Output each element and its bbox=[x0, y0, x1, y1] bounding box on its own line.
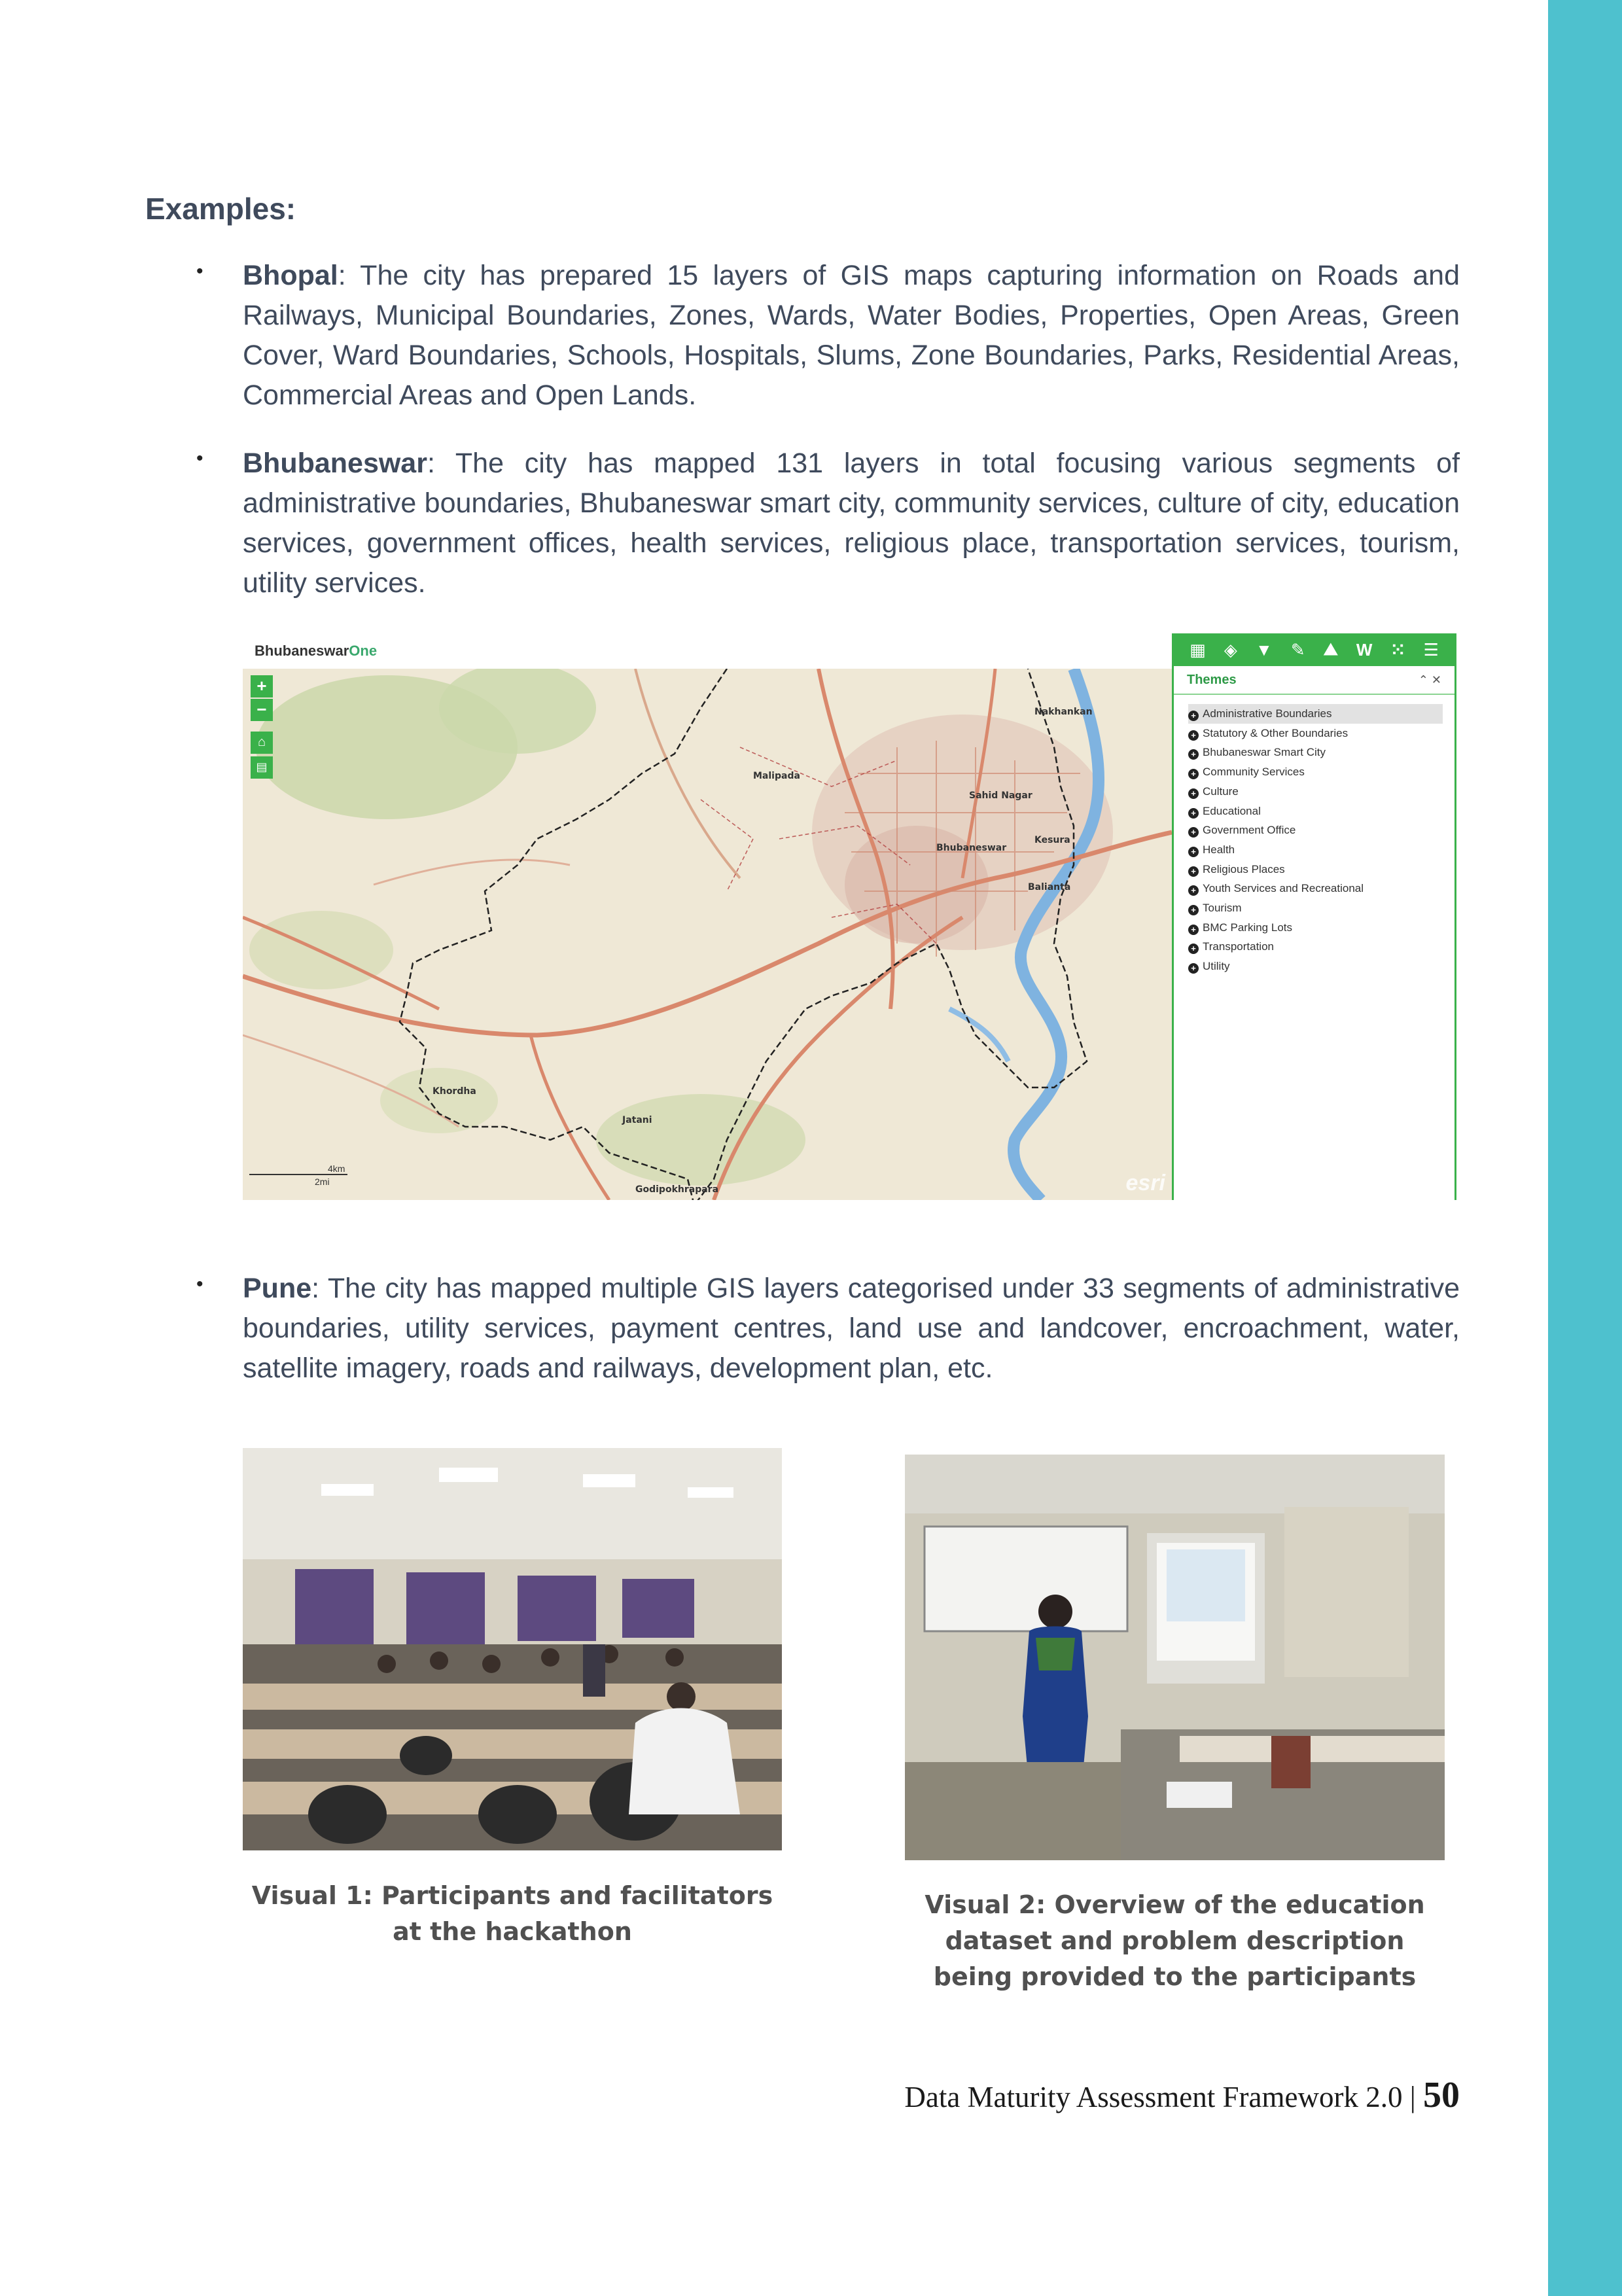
zoom-in-button[interactable]: + bbox=[251, 675, 273, 698]
filter-icon[interactable]: ▼ bbox=[1256, 639, 1273, 660]
svg-text:Balianta: Balianta bbox=[1028, 882, 1071, 892]
add-circle-icon: + bbox=[1188, 711, 1199, 721]
theme-item[interactable]: + Tourism bbox=[1188, 898, 1443, 918]
bullet-pune bbox=[243, 1269, 1460, 1388]
map-header bbox=[243, 633, 1172, 669]
theme-item[interactable]: + Religious Places bbox=[1188, 860, 1443, 879]
add-circle-icon: + bbox=[1188, 827, 1199, 838]
add-circle-icon: + bbox=[1188, 847, 1199, 857]
svg-text:Khordha: Khordha bbox=[432, 1086, 476, 1097]
bullet-glyph: • bbox=[196, 260, 203, 282]
layers-icon[interactable]: ◈ bbox=[1224, 639, 1237, 660]
add-circle-icon: + bbox=[1188, 905, 1199, 915]
add-circle-icon: + bbox=[1188, 769, 1199, 779]
theme-item[interactable]: + Health bbox=[1188, 840, 1443, 860]
map-canvas[interactable] bbox=[243, 669, 1172, 1200]
city-name: Bhubaneswar bbox=[243, 448, 427, 479]
bullet-text: : The city has mapped 131 layers in total focusing various segments of administrative boundaries, Bhubaneswar smart city, community services, culture of city, education services, government offices, health services, religious place, transportation services, tourism, utility services. bbox=[243, 448, 1460, 599]
svg-text:Malipada: Malipada bbox=[753, 771, 800, 781]
panel-controls[interactable]: ⌃ ✕ bbox=[1418, 673, 1441, 686]
esri-logo: esri bbox=[1125, 1171, 1165, 1195]
city-name: Pune bbox=[243, 1273, 312, 1304]
add-circle-icon: + bbox=[1188, 866, 1199, 877]
measure-icon[interactable]: ⛰ bbox=[1323, 639, 1338, 659]
add-circle-icon: + bbox=[1188, 885, 1199, 896]
bullet-glyph: • bbox=[196, 448, 203, 469]
add-circle-icon: + bbox=[1188, 925, 1199, 935]
theme-item[interactable]: + Community Services bbox=[1188, 762, 1443, 782]
footer-title: Data Maturity Assessment Framework 2.0 | bbox=[904, 2081, 1423, 2113]
apps-icon[interactable]: ⁙ bbox=[1390, 639, 1405, 660]
svg-text:Nakhankan: Nakhankan bbox=[1034, 707, 1093, 717]
zoom-out-button[interactable]: − bbox=[251, 699, 273, 721]
theme-item[interactable]: + BMC Parking Lots bbox=[1188, 918, 1443, 938]
map-basemap bbox=[243, 669, 1172, 1200]
theme-item[interactable]: + Utility bbox=[1188, 957, 1443, 976]
add-circle-icon: + bbox=[1188, 788, 1199, 799]
city-name: Bhopal bbox=[243, 260, 338, 291]
theme-item[interactable]: + Youth Services and Recreational bbox=[1188, 879, 1443, 898]
map-label: Bhubaneswar bbox=[936, 843, 1007, 853]
panel-title: Themes bbox=[1187, 672, 1237, 687]
section-heading: Examples: bbox=[145, 192, 296, 226]
theme-item[interactable]: + Statutory & Other Boundaries bbox=[1188, 724, 1443, 743]
bullet-bhopal bbox=[243, 256, 1460, 415]
svg-text:Jatani: Jatani bbox=[622, 1115, 652, 1125]
theme-item[interactable]: + Bhubaneswar Smart City bbox=[1188, 743, 1443, 762]
page-footer bbox=[859, 2074, 1460, 2116]
add-circle-icon: + bbox=[1188, 944, 1199, 954]
svg-text:Sahid Nagar: Sahid Nagar bbox=[969, 790, 1032, 801]
bullet-bhubaneswar bbox=[243, 444, 1460, 603]
page-number: 50 bbox=[1423, 2075, 1460, 2115]
svg-text:Kesura: Kesura bbox=[1034, 835, 1070, 845]
visual-2-caption: Visual 2: Overview of the education dataset and problem description being provided to the participants bbox=[925, 1890, 1425, 1991]
theme-item[interactable]: + Government Office bbox=[1188, 821, 1443, 840]
theme-item[interactable]: + Administrative Boundaries bbox=[1188, 704, 1443, 724]
bhubaneswar-one-logo: BhubaneswarOne bbox=[255, 643, 378, 659]
add-circle-icon: + bbox=[1188, 749, 1199, 760]
add-circle-icon: + bbox=[1188, 963, 1199, 974]
wms-icon[interactable]: W bbox=[1356, 639, 1373, 660]
theme-item[interactable]: + Educational bbox=[1188, 802, 1443, 821]
panel-toolbar bbox=[1174, 633, 1455, 666]
map-scale-bar: 4km 2mi bbox=[249, 1163, 347, 1187]
theme-item[interactable]: + Transportation bbox=[1188, 937, 1443, 957]
menu-icon[interactable]: ☰ bbox=[1423, 639, 1439, 660]
accent-side-bar bbox=[1548, 0, 1622, 2296]
bhubaneswar-gis-map bbox=[243, 633, 1456, 1200]
svg-text:Godipokhrapara: Godipokhrapara bbox=[635, 1184, 719, 1195]
theme-item[interactable]: + Culture bbox=[1188, 782, 1443, 802]
bullet-text: : The city has prepared 15 layers of GIS maps capturing information on Roads and Railways, Municipal Boundaries, Zones, Wards, Water Bodies, Properties, Open Areas, Green Cover, Ward Boundaries, Schools, Hospitals, Slums, Zone Boundaries, Parks, Residential Areas, Commercial Areas and Open Lands. bbox=[243, 260, 1460, 411]
visual-1-caption: Visual 1: Participants and facilitators at the hackathon bbox=[251, 1881, 773, 1946]
themes-panel bbox=[1172, 633, 1456, 1200]
home-icon[interactable]: ⌂ bbox=[251, 732, 273, 754]
education-dataset-presentation-photo bbox=[905, 1455, 1445, 1860]
draw-icon[interactable]: ✎ bbox=[1290, 639, 1305, 660]
basemap-icon[interactable]: ▤ bbox=[251, 756, 273, 779]
bullet-glyph: • bbox=[196, 1273, 203, 1295]
add-circle-icon: + bbox=[1188, 808, 1199, 819]
panel-title-row bbox=[1174, 666, 1455, 695]
theme-list bbox=[1174, 695, 1455, 976]
bullet-text: : The city has mapped multiple GIS layers categorised under 33 segments of administrative boundaries, utility services, payment centres, land use and landcover, encroachment, water, satellite imagery, roads and railways, development plan, etc. bbox=[243, 1273, 1460, 1384]
add-circle-icon: + bbox=[1188, 730, 1199, 741]
grid-icon[interactable]: ▦ bbox=[1190, 639, 1206, 660]
hackathon-participants-photo bbox=[243, 1448, 782, 1850]
